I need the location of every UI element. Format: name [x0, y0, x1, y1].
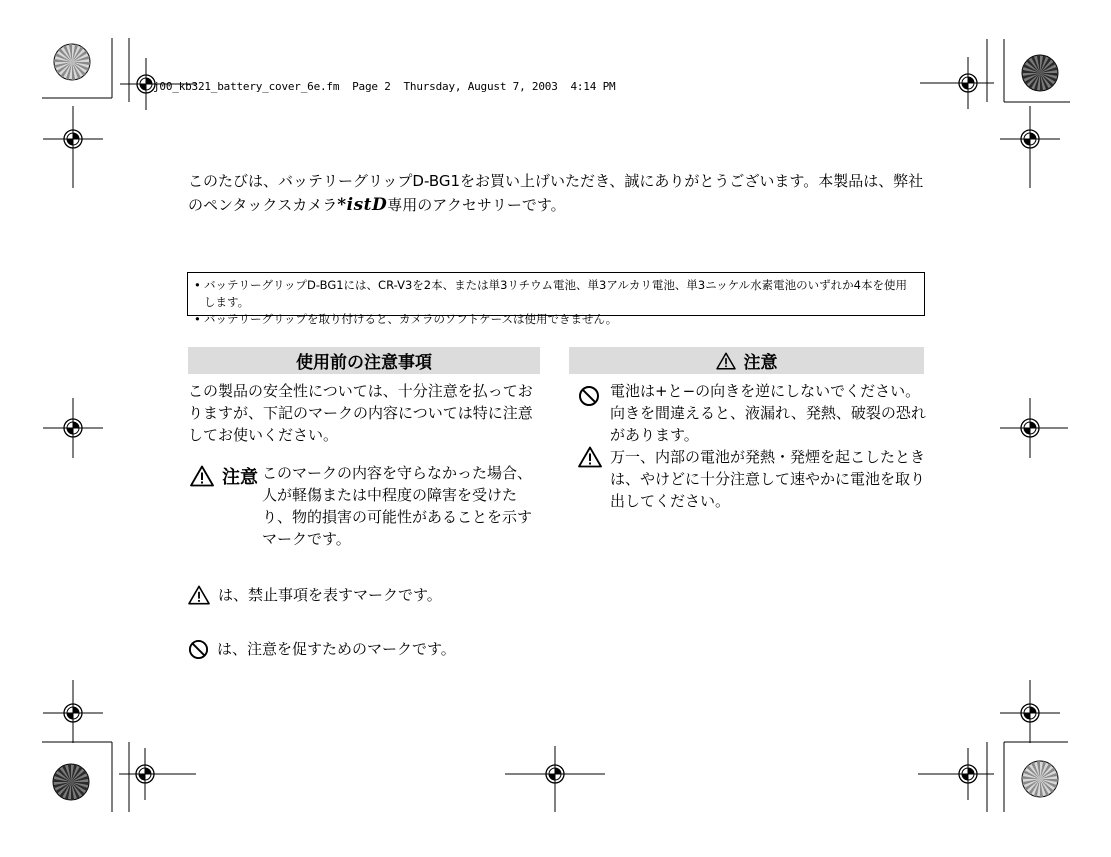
color-target-mark: [1022, 761, 1058, 797]
left-intro-paragraph: この製品の安全性については、十分注意を払っておりますが、下記のマークの内容については特に注意してお使いください。: [188, 382, 533, 444]
note-item: • バッテリーグリップを取り付けると、カメラのソフトケースは使用できません。: [194, 311, 918, 328]
color-target-mark: [1022, 55, 1058, 91]
right-section-title: [569, 347, 924, 374]
warning-triangle-icon: [188, 585, 210, 605]
caution-item-1: 電池は+と−の向きを逆にしないでください。向きを間違えると、液漏れ、発熱、破裂の恐れがあります。: [610, 382, 926, 444]
item1-mark: [578, 385, 600, 411]
note-box: [187, 272, 925, 326]
caution-label: 注意: [222, 467, 258, 488]
warning-triangle-icon: [578, 446, 602, 468]
caution-description: このマークの内容を守らなかった場合、人が軽傷または中程度の障害を受けたり、物的損害の可能性があることを示すマークです。: [262, 464, 533, 548]
item2-mark: [578, 446, 602, 472]
left-section-title-text: 使用前の注意事項: [296, 353, 432, 373]
right-section-title-text: 注意: [743, 353, 778, 373]
legend-prohibit-text: は、注意を促すためのマークです。: [217, 640, 456, 658]
left-section-title: [188, 347, 540, 374]
note-item: • バッテリーグリップD-BG1には、CR-V3を2本、または単3リチウム電池、単3アルカリ電池、単3ニッケル水素電池のいずれか4本を使用します。: [194, 277, 918, 311]
prohibited-icon: [578, 385, 600, 407]
color-target-mark: [53, 764, 89, 800]
legend-warning-text: は、禁止事項を表すマークです。: [218, 586, 442, 604]
print-header: j00_kb321_battery_cover_6e.fm Page 2 Thursday, August 7, 2003 4:14 PM: [153, 80, 616, 93]
camera-brand: *istD: [337, 195, 388, 215]
intro-paragraph: [188, 169, 926, 217]
color-target-mark: [54, 44, 90, 80]
legend-warning: [188, 583, 548, 607]
intro-text-1: このたびは、バッテリーグリップD-BG1をお買い上げいただき、誠にありがとうございます。本製品は、弊社のペンタックスカメラ: [188, 172, 924, 214]
prohibited-icon: [188, 639, 209, 660]
intro-text-2: 専用のアクセサリーです。: [387, 196, 566, 214]
caution-mark: [190, 462, 262, 490]
warning-triangle-icon: [716, 352, 736, 370]
legend-prohibit: [188, 637, 548, 661]
warning-triangle-icon: [190, 465, 214, 487]
caution-item-2: 万一、内部の電池が発熱・発煙を起こしたときは、やけどに十分注意して速やかに電池を取り出してください。: [610, 448, 926, 510]
